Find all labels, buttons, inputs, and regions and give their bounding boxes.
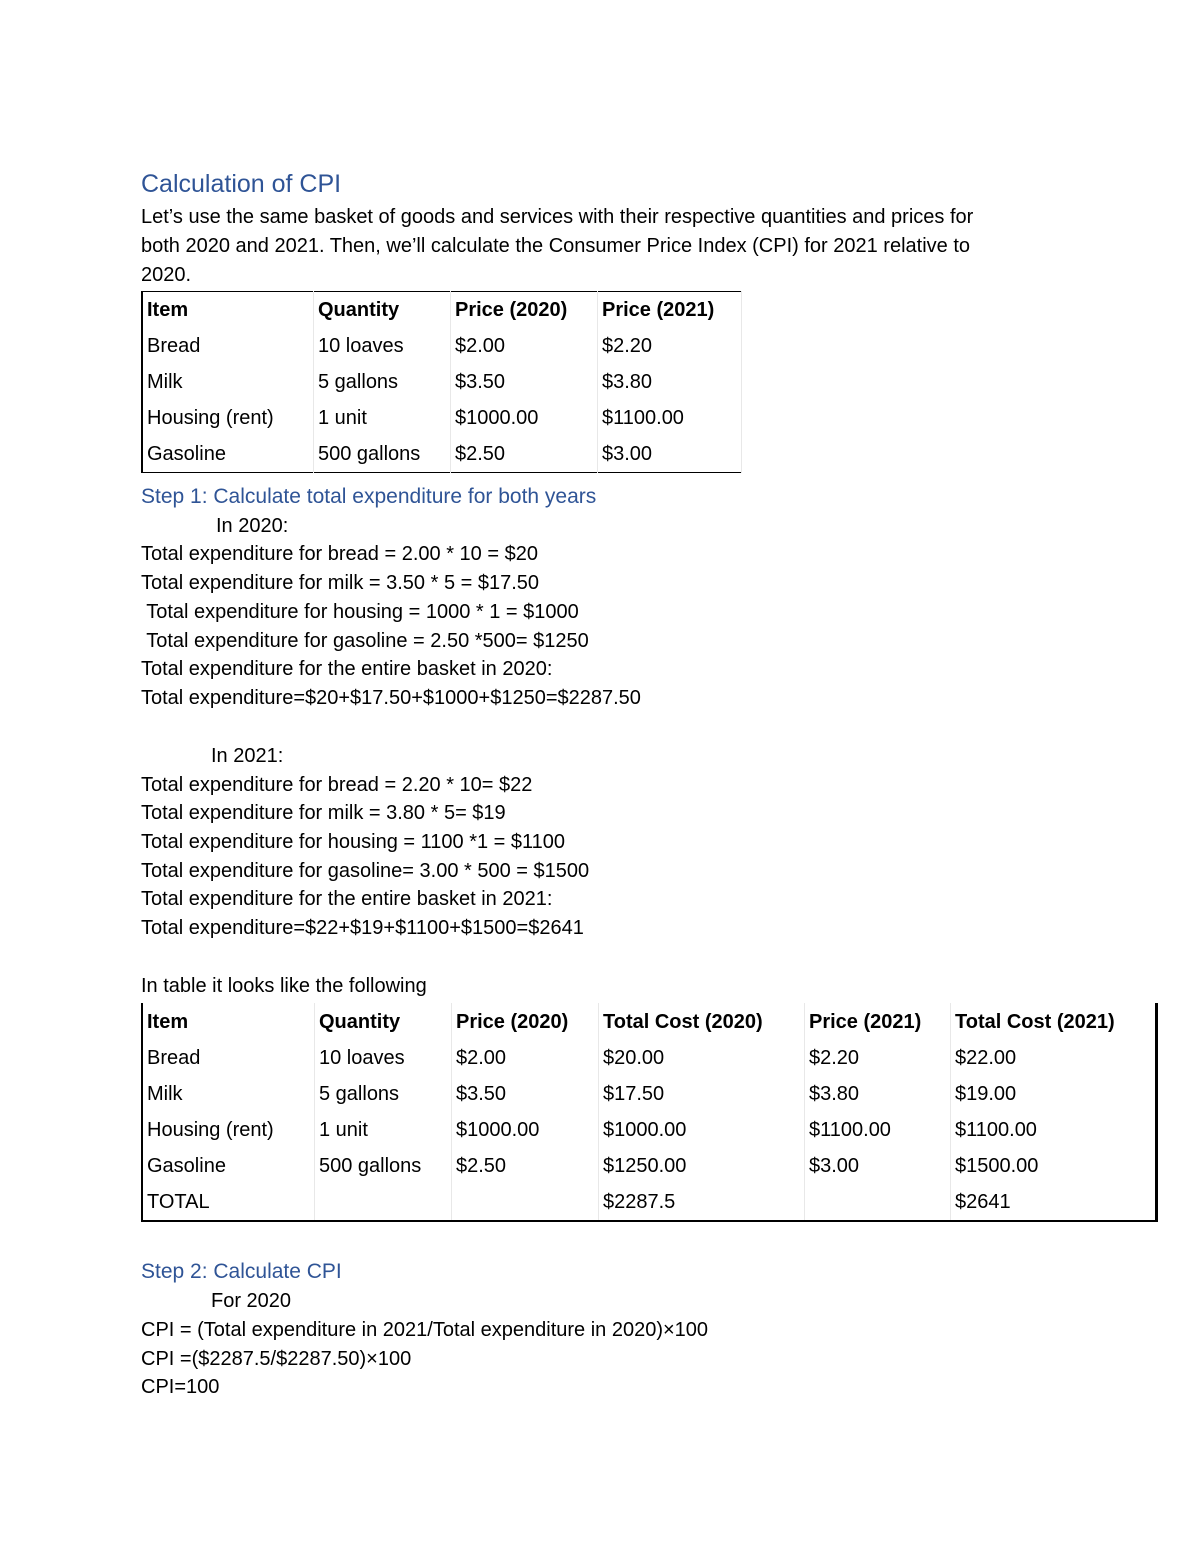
cell-price-2021	[805, 1184, 951, 1221]
table-header-row	[142, 292, 742, 329]
cell-total-cost-2020: $2287.5	[599, 1184, 805, 1221]
table2-caption: In table it looks like the following	[141, 975, 427, 997]
cell-price-2020	[452, 1184, 599, 1221]
cell-total-cost-2020: $17.50	[599, 1076, 805, 1112]
header-price-2020: Price (2020)	[451, 292, 598, 329]
cell-price-2021: $1100.00	[598, 400, 742, 436]
table-row	[142, 1112, 1157, 1148]
cell-total-cost-2021: $1100.00	[951, 1112, 1157, 1148]
cell-quantity: 10 loaves	[315, 1040, 452, 1076]
cell-price-2021: $1100.00	[805, 1112, 951, 1148]
year-2021-label: In 2021:	[211, 745, 284, 767]
cell-price-2020: $1000.00	[452, 1112, 599, 1148]
header-price-2021: Price (2021)	[805, 1004, 951, 1041]
cell-total-cost-2021: $22.00	[951, 1040, 1157, 1076]
cpi-formula-line: CPI =($2287.5/$2287.50)×100	[141, 1348, 412, 1370]
header-price-2020: Price (2020)	[452, 1004, 599, 1041]
calc-line: Total expenditure=$20+$17.50+$1000+$1250=$2287.50	[141, 687, 641, 709]
header-quantity: Quantity	[314, 292, 451, 329]
cell-item: Housing (rent)	[142, 400, 314, 436]
header-item: Item	[142, 1004, 315, 1041]
year-2020-label: In 2020:	[216, 515, 289, 537]
cell-item: Housing (rent)	[142, 1112, 315, 1148]
cpi-result: CPI=100	[141, 1376, 220, 1398]
calc-line: Total expenditure for bread = 2.00 * 10 = $20	[141, 543, 538, 565]
cell-price-2020: $3.50	[452, 1076, 599, 1112]
calc-line: Total expenditure for housing = 1000 * 1 = $1000	[141, 601, 579, 623]
total-cost-table	[141, 1003, 1158, 1222]
cell-price-2020: $2.00	[452, 1040, 599, 1076]
cell-total-cost-2020: $20.00	[599, 1040, 805, 1076]
cell-item: Milk	[142, 364, 314, 400]
cell-price-2020: $2.50	[452, 1148, 599, 1184]
table-row	[142, 328, 742, 364]
cell-quantity: 10 loaves	[314, 328, 451, 364]
table-row	[142, 1076, 1157, 1112]
table-row	[142, 1148, 1157, 1184]
cpi-formula-line: CPI = (Total expenditure in 2021/Total expenditure in 2020)×100	[141, 1319, 709, 1341]
cell-quantity: 1 unit	[314, 400, 451, 436]
cell-price-2021: $3.00	[598, 436, 742, 473]
cell-item: Bread	[142, 1040, 315, 1076]
cell-item: Gasoline	[142, 436, 314, 473]
table-row	[142, 364, 742, 400]
calc-line: Total expenditure for milk = 3.50 * 5 = $17.50	[141, 572, 540, 594]
cell-price-2020: $1000.00	[451, 400, 598, 436]
intro-line-3: 2020.	[141, 264, 192, 286]
table-total-row	[142, 1184, 1157, 1221]
price-table	[141, 291, 742, 473]
step1-heading: Step 1: Calculate total expenditure for both years	[141, 485, 597, 508]
cell-item: Gasoline	[142, 1148, 315, 1184]
table-row	[142, 400, 742, 436]
cell-item: TOTAL	[142, 1184, 315, 1221]
calc-line: Total expenditure for the entire basket in 2020:	[141, 658, 553, 680]
cell-price-2020: $2.50	[451, 436, 598, 473]
table-row	[142, 1040, 1157, 1076]
cell-price-2020: $2.00	[451, 328, 598, 364]
calc-line: Total expenditure for gasoline= 3.00 * 500 = $1500	[141, 860, 590, 882]
table-header-row	[142, 1004, 1157, 1041]
calc-line: Total expenditure for the entire basket in 2021:	[141, 888, 553, 910]
calc-line: Total expenditure for bread = 2.20 * 10= $22	[141, 774, 533, 796]
intro-line-1: Let’s use the same basket of goods and services with their respective quantities and prices for	[141, 206, 974, 228]
header-total-cost-2021: Total Cost (2021)	[951, 1004, 1157, 1041]
calc-line: Total expenditure=$22+$19+$1100+$1500=$2641	[141, 917, 584, 939]
table-row	[142, 436, 742, 473]
cell-quantity: 1 unit	[315, 1112, 452, 1148]
page-title: Calculation of CPI	[141, 170, 342, 198]
header-price-2021: Price (2021)	[598, 292, 742, 329]
header-total-cost-2020: Total Cost (2020)	[599, 1004, 805, 1041]
header-item: Item	[142, 292, 314, 329]
cell-quantity: 500 gallons	[315, 1148, 452, 1184]
cell-price-2021: $3.80	[805, 1076, 951, 1112]
calc-line: Total expenditure for gasoline = 2.50 *500= $1250	[141, 630, 589, 652]
cell-quantity	[315, 1184, 452, 1221]
cell-total-cost-2021: $19.00	[951, 1076, 1157, 1112]
cell-quantity: 5 gallons	[314, 364, 451, 400]
cell-quantity: 5 gallons	[315, 1076, 452, 1112]
cell-price-2021: $3.80	[598, 364, 742, 400]
intro-line-2: both 2020 and 2021. Then, we’ll calculate the Consumer Price Index (CPI) for 2021 relative to	[141, 235, 970, 257]
calc-line: Total expenditure for milk = 3.80 * 5= $19	[141, 802, 506, 824]
cell-quantity: 500 gallons	[314, 436, 451, 473]
cpi-year-label: For 2020	[211, 1290, 292, 1312]
cell-total-cost-2021: $1500.00	[951, 1148, 1157, 1184]
step2-heading: Step 2: Calculate CPI	[141, 1260, 342, 1283]
calc-line: Total expenditure for housing = 1100 *1 = $1100	[141, 831, 566, 853]
cell-total-cost-2020: $1250.00	[599, 1148, 805, 1184]
cell-total-cost-2021: $2641	[951, 1184, 1157, 1221]
cell-price-2021: $2.20	[805, 1040, 951, 1076]
cell-item: Bread	[142, 328, 314, 364]
cell-price-2020: $3.50	[451, 364, 598, 400]
cell-item: Milk	[142, 1076, 315, 1112]
cell-price-2021: $2.20	[598, 328, 742, 364]
cell-price-2021: $3.00	[805, 1148, 951, 1184]
cell-total-cost-2020: $1000.00	[599, 1112, 805, 1148]
header-quantity: Quantity	[315, 1004, 452, 1041]
